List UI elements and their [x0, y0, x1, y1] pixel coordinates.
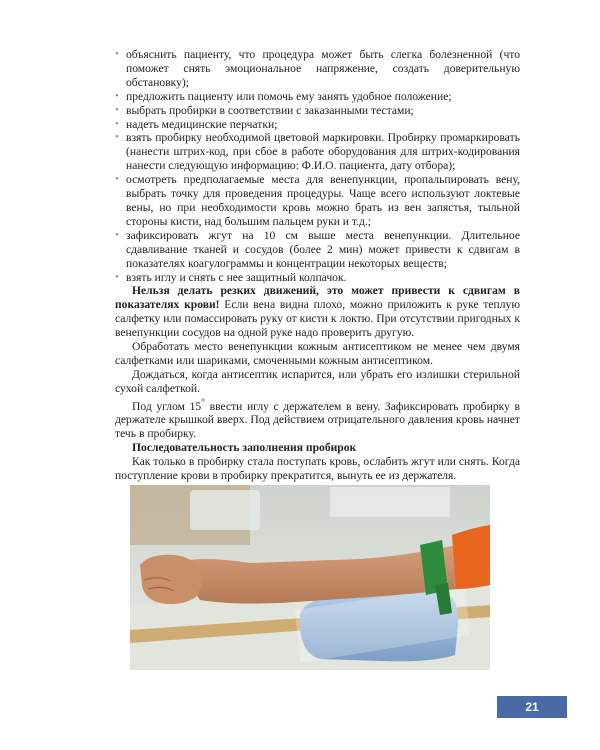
- list-item: • объяснить пациенту, что процедура может быть слегка болезненной (что поможет снять эмоциональное напряжение, создать доверительную обстановку);: [115, 48, 520, 89]
- list-item: • взять пробирку необходимой цветовой маркировки. Пробирку промаркировать (нанести штрих-код, при сбое в работе оборудования для штрих-кодирования нанести следующую информацию: Ф.И.О. пациента, дату отбора);: [115, 131, 520, 173]
- list-item: • предложить пациенту или помочь ему занять удобное положение;: [115, 89, 452, 103]
- bullet-icon: •: [115, 270, 119, 283]
- drying-paragraph: Дождаться, когда антисептик испарится, или убрать его излишки стерильной сухой салфеткой.: [115, 367, 520, 395]
- list-item: • осмотреть предполагаемые места для венепункции, пропальпировать вену, выбрать точку для проведения процедуры. Чаще всего используют локтевые вены, но при необходимости кровь можно брать из вен запястья, тыльной стороны кисти, над большим пальцем руки и т.д.;: [115, 173, 520, 228]
- page-number: 21: [497, 696, 567, 718]
- venipuncture-photo: [130, 485, 490, 670]
- bullet-icon: •: [115, 48, 119, 60]
- warning-bold-text: Нельзя делать резких движений, это может привести к сдвигам в показателях крови!: [115, 284, 520, 312]
- warning-rest-text: Если вена видна плохо, можно приложить к руке теплую салфетку или помассировать руку от кисти к локтю. При отсутствии пригодных к венепункции сосудов на одной руке надо проверить другую.: [115, 298, 520, 340]
- sleeve-shape: [452, 525, 490, 589]
- bullet-icon: •: [115, 131, 119, 144]
- needle-paragraph: Под углом 15° ввести иглу с держателем в вену. Зафиксировать пробирку в держателе крышкой вверх. Под действием отрицательного давления кровь начнет течь в пробирку.: [115, 396, 520, 441]
- bullet-icon: •: [115, 228, 119, 241]
- hand-shape: [140, 555, 202, 604]
- bullet-icon: •: [115, 103, 119, 116]
- filling-paragraph: Как только в пробирку стала поступать кровь, ослабить жгут или снять. Когда поступление крови в пробирку прекратится, вынуть ее из держателя.: [115, 455, 520, 483]
- antiseptic-paragraph: Обработать место венепункции кожным антисептиком не менее чем двумя салфетками или шариками, смоченными кожным антисептиком.: [115, 340, 520, 367]
- list-item: • зафиксировать жгут на 10 см выше места венепункции. Длительное сдавливание тканей и сосудов (более 2 мин) может привести к сдвигам в показателях коагулограммы и концентрации некоторых веществ;: [115, 228, 520, 270]
- bullet-icon: •: [115, 117, 119, 130]
- bullet-icon: •: [115, 173, 119, 186]
- list-item: • надеть медицинские перчатки;: [115, 117, 278, 131]
- list-item: • взять иглу и снять с нее защитный колпачок.: [115, 270, 347, 284]
- section-subheading: Последовательность заполнения пробирок: [132, 441, 357, 455]
- warning-paragraph: [115, 284, 520, 340]
- page-content: [115, 48, 520, 483]
- bullet-icon: •: [115, 89, 119, 102]
- list-item: • выбрать пробирки в соответствии с заказанными тестами;: [115, 103, 414, 117]
- procedure-steps-list: [115, 48, 520, 284]
